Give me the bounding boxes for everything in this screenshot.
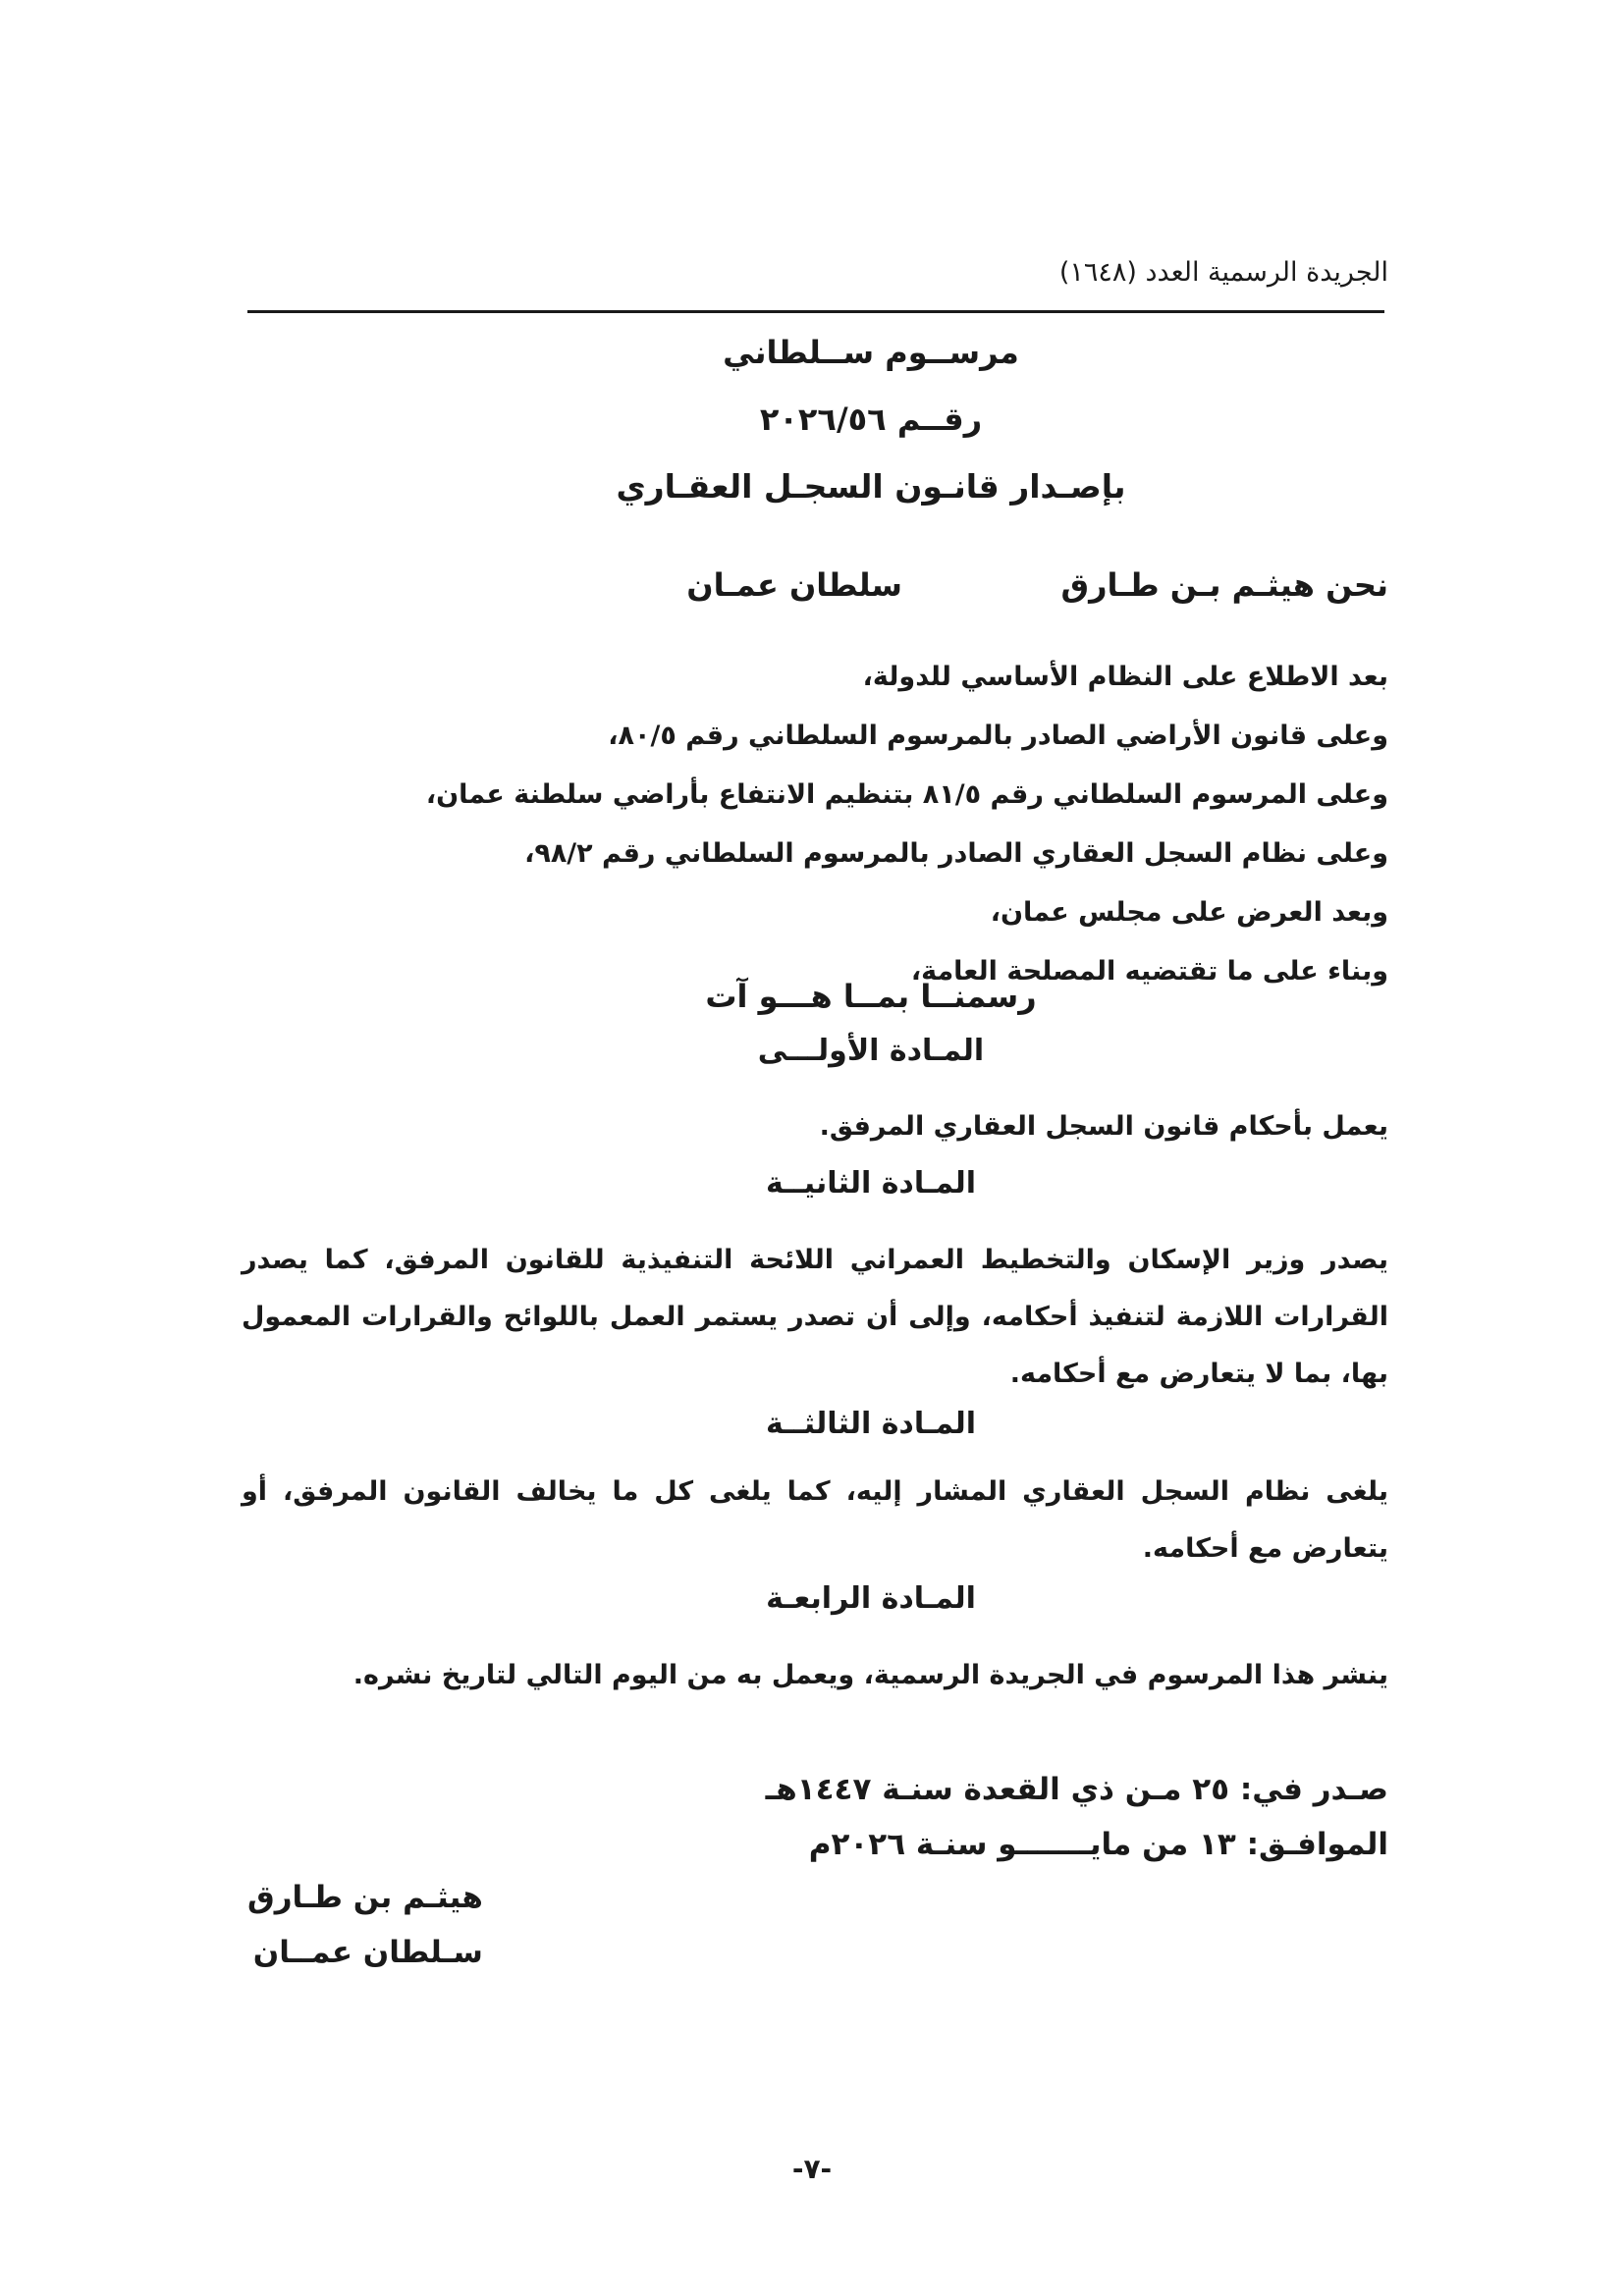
article-2-text: يصدر وزير الإسكان والتخطيط العمراني اللائحة التنفيذية للقانون المرفق، كما يصدر القرارات اللازمة لتنفيذ أحكامه، وإلى أن تصدر يستمر العمل باللوائح والقرارات المعمول بها، بما لا يتعارض مع أحكامه. <box>242 1245 1388 1389</box>
article-2-heading: المـادة الثانيــة <box>766 1166 976 1201</box>
gregorian-date: الموافـق: ١٣ من مايـــــــو سنـة ٢٠٢٦م <box>808 1827 1388 1862</box>
article-4-heading: المـادة الرابعـة <box>766 1581 976 1616</box>
preamble-line: بعد الاطلاع على النظام الأساسي للدولة، <box>862 662 1388 692</box>
decree-number: رقــم ٢٠٢٦/٥٦ <box>759 400 983 438</box>
decree-title: مرســوم ســلطاني <box>723 334 1019 371</box>
signer-name: نحن هيثـم بـن طـارق <box>1060 566 1388 604</box>
article-4-text: ينشر هذا المرسوم في الجريدة الرسمية، ويعمل به من اليوم التالي لتاريخ نشره. <box>352 1660 1388 1690</box>
decree-subject: بإصـدار قانـون السجـل العقـاري <box>616 467 1126 506</box>
decree-phrase: رسمنــا بمــا هـــو آت <box>705 978 1037 1015</box>
article-3-heading: المـادة الثالثــة <box>766 1407 976 1441</box>
preamble-line: وعلى نظام السجل العقاري الصادر بالمرسوم السلطاني رقم ٩٨/٢، <box>524 838 1388 869</box>
signer-line <box>686 566 1388 604</box>
signer-title: سلطان عمـان <box>686 566 902 604</box>
article-3-text: يلغى نظام السجل العقاري المشار إليه، كما يلغى كل ما يخالف القانون المرفق، أو يتعارض مع أحكامه. <box>242 1476 1388 1564</box>
preamble-line: وعلى المرسوم السلطاني رقم ٨١/٥ بتنظيم الانتفاع بأراضي سلطنة عمان، <box>425 779 1388 810</box>
header-divider <box>247 310 1384 313</box>
preamble-line: وبناء على ما تقتضيه المصلحة العامة، <box>910 956 1388 987</box>
preamble-line: وبعد العرض على مجلس عمان، <box>990 897 1388 928</box>
article-1-text: يعمل بأحكام قانون السجل العقاري المرفق. <box>819 1111 1388 1142</box>
running-header: الجريدة الرسمية العدد (١٦٤٨) <box>1058 257 1388 288</box>
preamble-list <box>249 648 1388 1001</box>
page-number: -٧- <box>791 2153 833 2185</box>
issue-date-block <box>766 1762 1388 1872</box>
article-1-heading: المـادة الأولـــى <box>757 1034 985 1068</box>
signature-title: سـلطان عمــان <box>252 1935 483 1970</box>
signature-name: هيثـم بن طـارق <box>247 1880 483 1915</box>
preamble-line: وعلى قانون الأراضي الصادر بالمرسوم السلطاني رقم ٨٠/٥، <box>608 721 1388 751</box>
hijri-date: صـدر في: ٢٥ مـن ذي القعدة سنـة ١٤٤٧هـ <box>765 1772 1388 1807</box>
signature-block <box>247 1870 483 1980</box>
